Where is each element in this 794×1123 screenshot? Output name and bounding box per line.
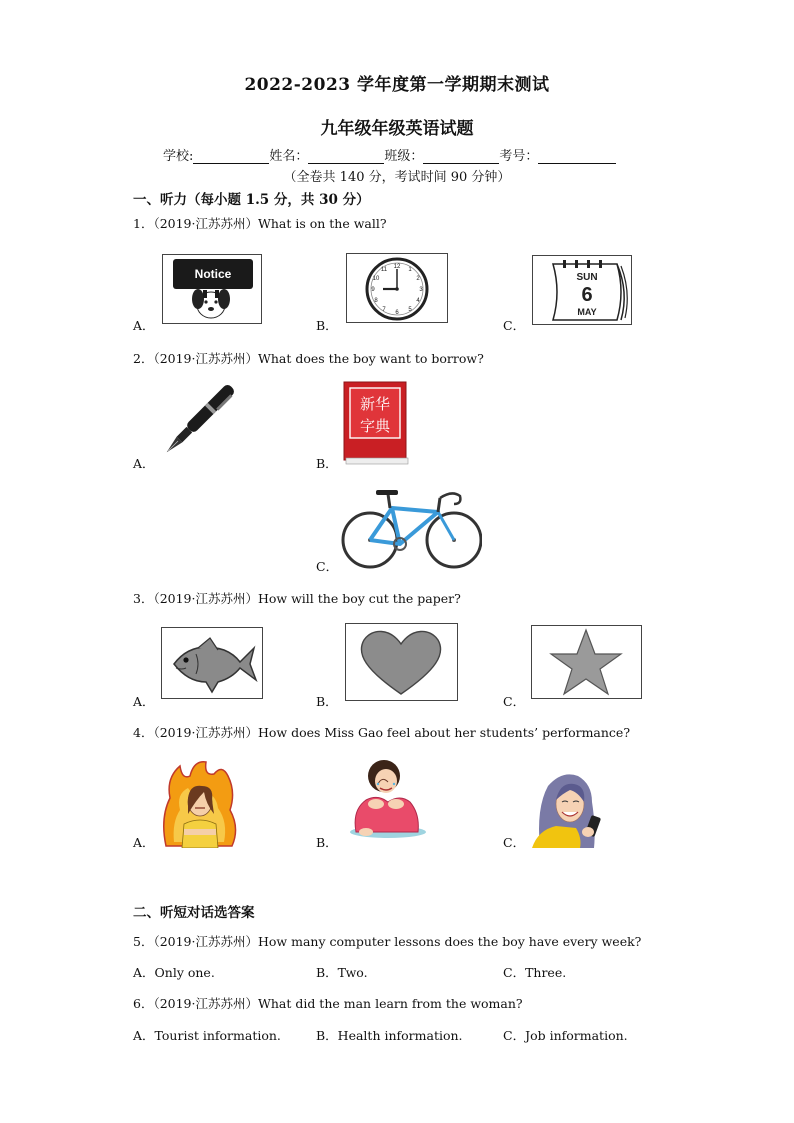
exam-subtitle: 九年级年级英语试题 bbox=[320, 119, 474, 139]
svg-text:2: 2 bbox=[416, 276, 420, 282]
section2-heading: 二、听短对话选答案 bbox=[133, 905, 255, 921]
exam-title: 2022-2023 学年度第一学期期末测试 bbox=[244, 75, 550, 95]
svg-text:9: 9 bbox=[371, 287, 375, 293]
q5-option-b[interactable]: B．Two. bbox=[316, 965, 368, 980]
crying-girl-image[interactable] bbox=[348, 754, 428, 840]
heart-shape-image[interactable] bbox=[345, 623, 458, 701]
notice-text: Notice bbox=[194, 267, 232, 281]
q6-option-c[interactable]: C．Job information. bbox=[503, 1028, 628, 1043]
q5-option-c[interactable]: C．Three. bbox=[503, 965, 567, 980]
q2-option-a-label: A． bbox=[133, 456, 155, 471]
fish-shape-image[interactable] bbox=[161, 627, 263, 699]
angry-woman-image[interactable] bbox=[160, 758, 240, 848]
q4-option-a-label: A． bbox=[133, 835, 155, 850]
class-blank[interactable] bbox=[423, 149, 499, 164]
svg-text:4: 4 bbox=[416, 298, 420, 304]
question-3: 3．（2019·江苏苏州）How will the boy cut the paper? bbox=[133, 591, 461, 606]
name-label: 姓名： bbox=[269, 149, 309, 164]
school-label: 学校: bbox=[163, 149, 194, 164]
q1-option-a-label: A． bbox=[133, 318, 155, 333]
calendar-month: MAY bbox=[577, 307, 597, 317]
q1-option-b-label: B． bbox=[316, 318, 338, 333]
student-info-line bbox=[163, 145, 616, 164]
svg-text:7: 7 bbox=[382, 307, 386, 313]
q3-option-b-label: B． bbox=[316, 694, 338, 709]
calendar-image[interactable] bbox=[532, 255, 632, 325]
svg-text:12: 12 bbox=[393, 264, 401, 270]
calendar-day: SUN bbox=[576, 272, 598, 283]
number-label: 考号： bbox=[499, 149, 539, 164]
q6-option-b[interactable]: B．Health information. bbox=[316, 1028, 463, 1043]
q1-option-c-label: C． bbox=[503, 318, 526, 333]
calendar-date: 6 bbox=[581, 284, 593, 306]
clock-image[interactable] bbox=[346, 253, 448, 323]
question-4: 4．（2019·江苏苏州）How does Miss Gao feel about her students’ performance? bbox=[133, 725, 631, 740]
number-blank[interactable] bbox=[538, 149, 616, 164]
happy-woman-phone-image[interactable] bbox=[526, 768, 608, 848]
svg-text:10: 10 bbox=[372, 276, 380, 282]
question-6: 6．（2019·江苏苏州）What did the man learn from the woman? bbox=[133, 996, 523, 1011]
question-5: 5．（2019·江苏苏州）How many computer lessons does the boy have every week? bbox=[133, 934, 642, 949]
question-1: 1．（2019·江苏苏州）What is on the wall? bbox=[133, 216, 387, 231]
bicycle-image[interactable] bbox=[340, 482, 482, 570]
q5-option-a[interactable]: A．Only one. bbox=[133, 965, 215, 980]
star-shape-image[interactable] bbox=[531, 625, 642, 699]
dictionary-image[interactable] bbox=[340, 378, 412, 466]
question-2: 2．（2019·江苏苏州）What does the boy want to borrow? bbox=[133, 351, 484, 366]
q3-option-a-label: A． bbox=[133, 694, 155, 709]
q3-option-c-label: C． bbox=[503, 694, 526, 709]
notice-dog-image[interactable] bbox=[162, 254, 262, 324]
class-label: 班级： bbox=[384, 149, 424, 164]
q2-option-c-label: C． bbox=[316, 559, 339, 574]
dictionary-title-line1: 新华 bbox=[359, 395, 391, 413]
svg-text:8: 8 bbox=[374, 298, 378, 304]
svg-text:3: 3 bbox=[419, 287, 423, 293]
section1-heading: 一、听力（每小题 1.5 分，共 30 分） bbox=[133, 192, 370, 208]
name-blank[interactable] bbox=[308, 149, 384, 164]
dictionary-title-line2: 字典 bbox=[359, 417, 391, 435]
pen-image[interactable] bbox=[155, 378, 235, 470]
q4-option-c-label: C． bbox=[503, 835, 526, 850]
q2-option-b-label: B． bbox=[316, 456, 338, 471]
svg-text:1: 1 bbox=[408, 267, 412, 273]
q6-option-a[interactable]: A．Tourist information. bbox=[133, 1028, 281, 1043]
svg-text:5: 5 bbox=[408, 307, 412, 313]
q4-option-b-label: B． bbox=[316, 835, 338, 850]
svg-text:6: 6 bbox=[395, 310, 399, 316]
school-blank[interactable] bbox=[193, 149, 269, 164]
svg-text:11: 11 bbox=[380, 267, 388, 273]
exam-note: （全卷共 140 分，考试时间 90 分钟） bbox=[283, 170, 511, 185]
